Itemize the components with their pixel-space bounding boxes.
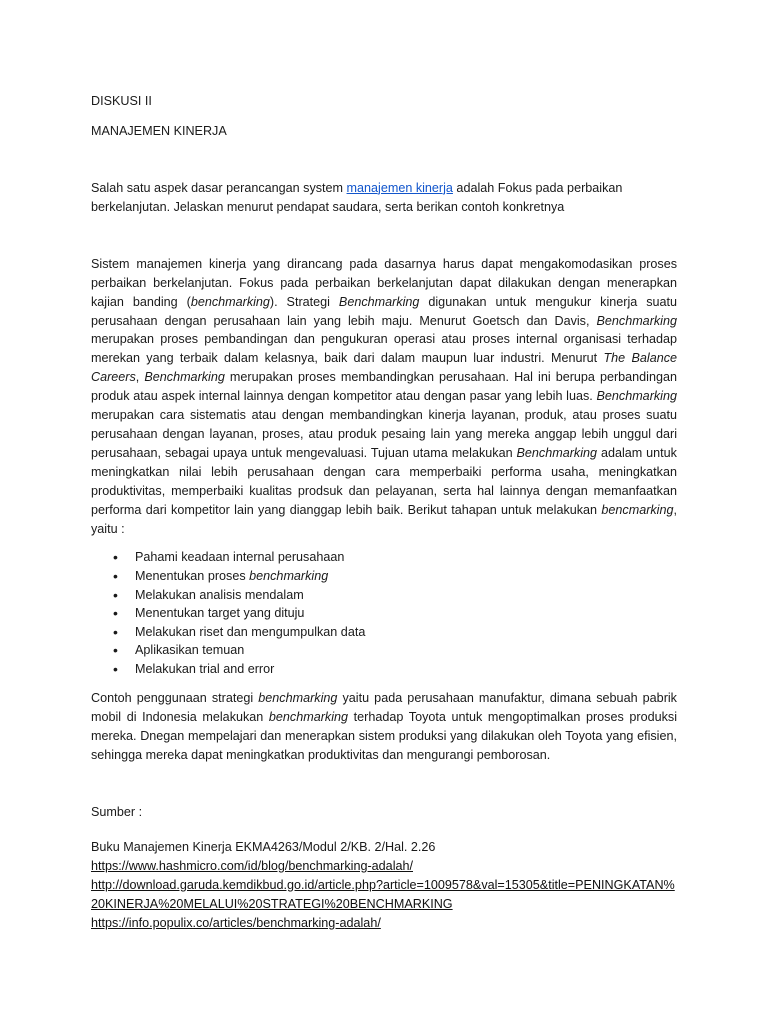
example-italic: benchmarking [258, 690, 338, 705]
list-item: • Melakukan trial and error [135, 660, 677, 679]
answer-text: ). Strategi [269, 294, 339, 309]
answer-text: merupakan proses membandingkan perusahaan. Hal ini berupa perbandingan produk atau aspek internal lainnya dengan kompetitor atau dengan pasar yang lebih luas. [91, 370, 677, 404]
answer-text: , [135, 370, 145, 385]
list-item: • Melakukan riset dan mengumpulkan data [135, 623, 677, 642]
example-text: terhadap Toyota untuk mengoptimalkan proses produksi mereka. Dnegan mempelajari dan menerapkan sistem produksi yang dilakukan oleh Toyota yang efisien, sehingga mereka dapat meningkatkan produktivitas dan mengurangi pemborosan. [91, 709, 677, 762]
answer-text: merupakan cara sistematis atau dengan membandingkan kinerja layanan, produk, atau proses suatu perusahaan dengan layanan, proses, atau produk pesaing lain yang mereka anggap lebih unggul dari perusahaan, sebagai upaya untuk mengevaluasi. Tujuan utama melakukan [91, 408, 677, 460]
list-item: • Pahami keadaan internal perusahaan [135, 548, 677, 567]
discussion-question [91, 179, 677, 217]
benchmarking-steps-list [91, 548, 677, 678]
source-book: Buku Manajemen Kinerja EKMA4263/Modul 2/KB. 2/Hal. 2.26 [91, 839, 436, 854]
answer-text: , yaitu : [91, 502, 677, 536]
answer-text: digunakan untuk mengukur kinerja suatu perusahaan dengan perusahaan lain yang lebih maju. Menurut Goetsch dan Davis, [91, 294, 678, 328]
document-body [91, 92, 677, 933]
answer-italic: Benchmarking [144, 370, 225, 385]
list-item-text: Menentukan proses [135, 569, 250, 583]
example-paragraph [91, 689, 677, 765]
list-item-italic: benchmarking [249, 569, 329, 583]
sources-label: Sumber : [91, 804, 143, 819]
source-link-garuda[interactable]: http://download.garuda.kemdikbud.go.id/article.php?article=1009578&val=15305&title=PENINGKATAN%20KINERJA%20MELALUI%20STRATEGI%20BENCHMARKING [91, 877, 675, 911]
answer-italic: Benchmarking [338, 294, 420, 309]
answer-italic: benchmarking [190, 294, 270, 309]
manajemen-kinerja-link[interactable]: manajemen kinerja [346, 180, 453, 195]
answer-text: adalam untuk meningkatkan nilai lebih perusahaan dengan cara memperbaiki performa usaha, meningkatkan produktivitas, memperbaiki kualitas prodsuk dan pelayanan, serta hal lainnya dengan memanfaatkan performa dari kompetitor lain yang dianggap lebih baik. Berikut tahapan untuk melakukan [91, 445, 677, 517]
document-title: DISKUSI II [91, 94, 152, 108]
list-item: • Melakukan analisis mendalam [135, 586, 677, 605]
question-text-start: Salah satu aspek dasar perancangan system [91, 180, 347, 195]
sources-list [91, 838, 677, 933]
list-item [135, 567, 677, 586]
answer-italic: Benchmarking [596, 313, 677, 328]
answer-text: Sistem manajemen kinerja yang dirancang pada dasarnya harus dapat mengakomodasikan proses perbaikan berkelanjutan. Fokus pada perbaikan berkelanjutan dapat dilakukan dengan menerapkan kajian banding ( [91, 256, 677, 309]
answer-italic: bencmarking [601, 502, 674, 517]
list-item: • Aplikasikan temuan [135, 641, 677, 660]
answer-paragraph [91, 255, 677, 539]
answer-italic: Benchmarking [516, 445, 598, 460]
answer-text: merupakan proses pembandingan dan pengukuran operasi atau proses internal organisasi terhadap merekan yang terbaik dalam kelasnya, baik dari dalam maupun luar industri. Menurut [91, 332, 677, 366]
question-text-end: adalah Fokus pada perbaikan berkelanjutan. Jelaskan menurut pendapat saudara, serta berikan contoh konkretnya [91, 180, 623, 214]
source-link-hashmicro[interactable]: https://www.hashmicro.com/id/blog/benchmarking-adalah/ [91, 858, 413, 873]
list-item: • Menentukan target yang dituju [135, 604, 677, 623]
answer-italic: The Balance Careers [91, 351, 678, 385]
source-link-populix[interactable]: https://info.populix.co/articles/benchmarking-adalah/ [91, 915, 381, 930]
document-subtitle: MANAJEMEN KINERJA [91, 123, 227, 138]
example-text: yaitu pada perusahaan manufaktur, dimana sebuah pabrik mobil di Indonesia melakukan [91, 690, 677, 724]
example-text: Contoh penggunaan strategi [91, 690, 259, 705]
answer-italic: Benchmarking [596, 389, 677, 404]
example-italic: benchmarking [268, 709, 349, 724]
